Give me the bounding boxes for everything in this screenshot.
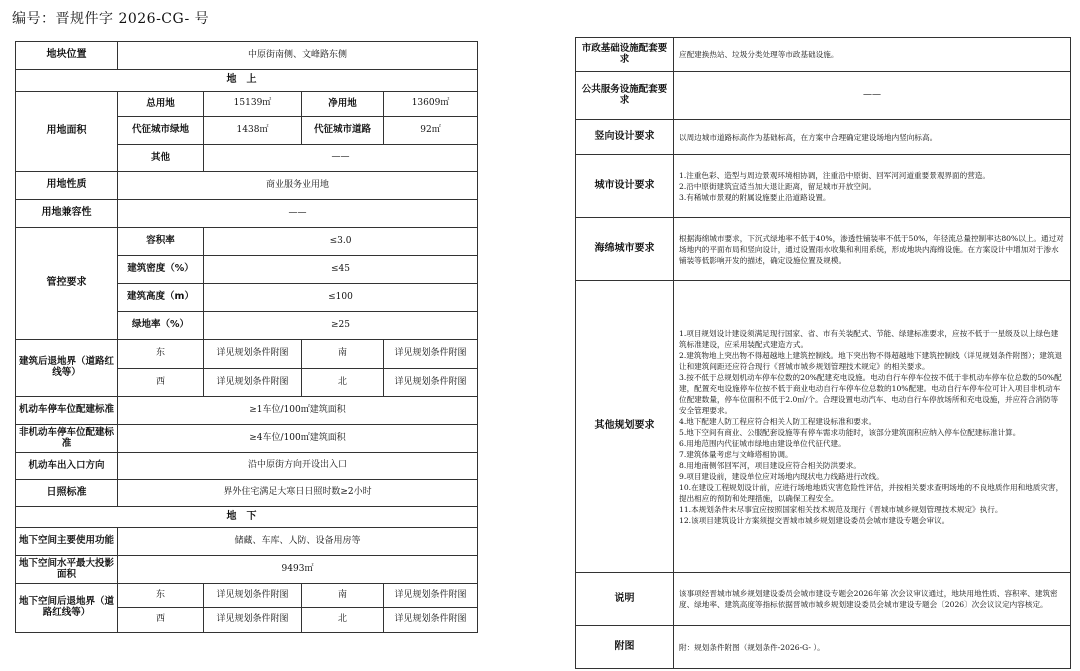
vertical-value: 以周边城市道路标高作为基础标高，在方案中合理确定建设场地内竖向标高。 [674, 120, 1071, 155]
total-area-label: 总用地 [118, 92, 204, 117]
row-nonmotor-parking [16, 425, 478, 453]
motor-parking-label: 机动车停车位配建标准 [16, 397, 118, 425]
other-line: 2.建筑物地上突出物不得超越地上建筑控制线。地下突出物不得超越地下建筑控制线（详见规划条件附图）；建筑退让和建筑间距还应符合现行《晋城市城乡规划管理技术规定》的相关要求。 [679, 350, 1063, 371]
ug-setback-label: 地下空间后退地界（道路红线等） [16, 584, 118, 633]
setback-east-value: 详见规划条件附图 [204, 340, 302, 369]
nonmotor-parking-value: ≥4车位/100㎡建筑面积 [118, 425, 478, 453]
urban-design-line: 3.有稀城市景观的附属设施要止沿道路设置。 [679, 192, 831, 202]
row-control-far [16, 228, 478, 256]
green-area-value: 1438㎡ [204, 117, 302, 145]
location-label: 地块位置 [16, 42, 118, 70]
nonmotor-parking-label: 非机动车停车位配建标准 [16, 425, 118, 453]
note-label: 说明 [576, 573, 674, 626]
control-label: 管控要求 [16, 228, 118, 340]
other-area-value: —— [204, 145, 478, 172]
underground-area-label: 地下空间水平最大投影面积 [16, 556, 118, 584]
other-line: 7.建筑体量考虑与文峰塔相协调。 [679, 449, 793, 459]
row-location [16, 42, 478, 70]
net-area-value: 13609㎡ [384, 92, 478, 117]
compatibility-value: —— [118, 200, 478, 228]
row-land-total [16, 92, 478, 117]
road-area-value: 92㎡ [384, 117, 478, 145]
row-land-nature [16, 172, 478, 200]
row-attachment [576, 626, 1071, 669]
other-label: 其他规划要求 [576, 281, 674, 573]
far-label: 容积率 [118, 228, 204, 256]
road-area-label: 代征城市道路 [302, 117, 384, 145]
row-municipal [576, 38, 1071, 72]
other-line: 8.用地南侧邻回军河，项目建设应符合相关防洪要求。 [679, 460, 861, 470]
entrance-value: 沿中原街方向开设出入口 [118, 453, 478, 480]
other-line: 3.按不低于总规划机动车停车位数的20%配建充电设施。电动自行车停车位按不低于非机动车停车位总数的50%配建，配置充电设施停车位按不低于商业电动自行车停车位总数的10%配建。电动自行车停车位可计入项目非机动车位配建数量，停车位面积不低于2.0㎡/个。合理设置电动汽车、电动自行车停放场所和充电设施，并应符合消防等安全管理要求。 [679, 372, 1062, 415]
setback-label: 建筑后退地界（道路红线等） [16, 340, 118, 397]
other-line: 10.在建设工程规划设计前，应进行场地地质灾害危险性评估，并按相关要求查明场地的不良地质作用和地质灾害，提出相应的预防和处理措施，以确保工程安全。 [679, 482, 1064, 503]
land-nature-label: 用地性质 [16, 172, 118, 200]
location-value: 中原街南侧、文峰路东侧 [118, 42, 478, 70]
row-below-ground-title [16, 507, 478, 528]
urban-design-text [674, 155, 1071, 218]
net-area-label: 净用地 [302, 92, 384, 117]
ug-setback-north-value: 详见规划条件附图 [384, 608, 478, 633]
below-ground-title: 地下 [16, 507, 478, 528]
total-area-value: 15139㎡ [204, 92, 302, 117]
other-area-label: 其他 [118, 145, 204, 172]
other-line: 11.本规划条件未尽事宜应按照国家相关技术规范及现行《晋城市城乡规划管理技术规定》执行。 [679, 504, 1003, 514]
land-nature-value: 商业服务业用地 [118, 172, 478, 200]
row-setback-1 [16, 340, 478, 369]
setback-west-value: 详见规划条件附图 [204, 369, 302, 397]
entrance-label: 机动车出入口方向 [16, 453, 118, 480]
municipal-value: 应配建换热站、垃圾分类处理等市政基础设施。 [674, 38, 1071, 72]
far-value: ≤3.0 [204, 228, 478, 256]
row-public-service [576, 72, 1071, 120]
sunlight-value: 界外住宅满足大寒日日照时数≥2小时 [118, 480, 478, 507]
row-entrance [16, 453, 478, 480]
compatibility-label: 用地兼容性 [16, 200, 118, 228]
land-area-label: 用地面积 [16, 92, 118, 172]
row-underground-use [16, 528, 478, 556]
attachment-value: 附：规划条件附图（规划条件-2026-G- ）。 [674, 626, 1071, 669]
row-sponge [576, 218, 1071, 281]
urban-design-label: 城市设计要求 [576, 155, 674, 218]
public-service-value: —— [674, 72, 1071, 120]
public-service-label: 公共服务设施配套要求 [576, 72, 674, 120]
ug-setback-east-label: 东 [118, 584, 204, 608]
ug-setback-west-value: 详见规划条件附图 [204, 608, 302, 633]
ug-setback-west-label: 西 [118, 608, 204, 633]
note-value: 该事项经晋城市城乡规划建设委员会城市建设专题会2026年第 次会议审议通过，地块用地性质、容积率、建筑密度、绿地率、建筑高度等指标依据晋城市城乡规划建设委员会城市建设专题会〔2026〕次会议议定内容核定。 [674, 573, 1071, 626]
row-ug-setback-1 [16, 584, 478, 608]
ug-setback-east-value: 详见规划条件附图 [204, 584, 302, 608]
ug-setback-south-label: 南 [302, 584, 384, 608]
attachment-label: 附图 [576, 626, 674, 669]
municipal-label: 市政基础设施配套要求 [576, 38, 674, 72]
other-line: 4.地下配建人防工程应符合相关人防工程建设标准和要求。 [679, 416, 877, 426]
left-conditions-table [15, 41, 478, 633]
other-line: 5.地下空间有商业、公服配套设施等有停车需求功能时，该部分建筑面积应纳入停车位配建标准计算。 [679, 427, 1021, 437]
other-line: 12.该项目建筑设计方案须提交晋城市城乡规划建设委员会城市建设专题会审议。 [679, 515, 950, 525]
green-rate-label: 绿地率（%） [118, 312, 204, 340]
above-ground-title: 地上 [16, 70, 478, 92]
row-underground-area [16, 556, 478, 584]
urban-design-line: 1.注重色彩、造型与周边景观环境相协调，注重沿中原街、回军河河道重要景观界面的营造。 [679, 170, 990, 180]
underground-use-label: 地下空间主要使用功能 [16, 528, 118, 556]
ug-setback-north-label: 北 [302, 608, 384, 633]
row-sunlight [16, 480, 478, 507]
row-note [576, 573, 1071, 626]
motor-parking-value: ≥1车位/100㎡建筑面积 [118, 397, 478, 425]
row-compatibility [16, 200, 478, 228]
density-value: ≤45 [204, 256, 478, 284]
ug-setback-south-value: 详见规划条件附图 [384, 584, 478, 608]
green-area-label: 代征城市绿地 [118, 117, 204, 145]
green-rate-value: ≥25 [204, 312, 478, 340]
row-motor-parking [16, 397, 478, 425]
other-line: 9.项目建设前，建设单位应对场地内现状电力线路进行改线。 [679, 471, 884, 481]
row-urban-design [576, 155, 1071, 218]
density-label: 建筑密度（%） [118, 256, 204, 284]
underground-area-value: 9493㎡ [118, 556, 478, 584]
urban-design-line: 2.沿中原街建筑宜适当加大退让距离，留足城市开放空间。 [679, 181, 877, 191]
setback-north-value: 详见规划条件附图 [384, 369, 478, 397]
vertical-label: 竖向设计要求 [576, 120, 674, 155]
sponge-label: 海绵城市要求 [576, 218, 674, 281]
other-text [674, 281, 1071, 573]
row-above-ground-title [16, 70, 478, 92]
document-number: 编号：晋规件字 2026-CG- 号 [12, 11, 210, 27]
other-line: 1.项目规划设计建设须满足现行国家、省、市有关装配式、节能、绿建标准要求，应按不低于一星级及以上绿色建筑标准建设，应采用装配式建造方式。 [679, 328, 1059, 349]
setback-north-label: 北 [302, 369, 384, 397]
setback-south-label: 南 [302, 340, 384, 369]
row-other [576, 281, 1071, 573]
underground-use-value: 储藏、车库、人防、设备用房等 [118, 528, 478, 556]
other-line: 6.用地范围内代征城市绿地由建设单位代征代建。 [679, 438, 846, 448]
right-conditions-table [575, 37, 1071, 669]
setback-east-label: 东 [118, 340, 204, 369]
row-vertical [576, 120, 1071, 155]
height-value: ≤100 [204, 284, 478, 312]
sunlight-label: 日照标准 [16, 480, 118, 507]
height-label: 建筑高度（m） [118, 284, 204, 312]
sponge-value: 根据海绵城市要求，下沉式绿地率不低于40%，渗透性铺装率不低于50%，年径流总量控制率达80%以上。通过对场地内的平面布局和竖向设计，通过设置雨水收集和利用系统，形成地块内海绵设施。在方案设计中增加对于渗水铺装等低影响开发的描述，确定设施位置及规模。 [674, 218, 1071, 281]
setback-west-label: 西 [118, 369, 204, 397]
setback-south-value: 详见规划条件附图 [384, 340, 478, 369]
